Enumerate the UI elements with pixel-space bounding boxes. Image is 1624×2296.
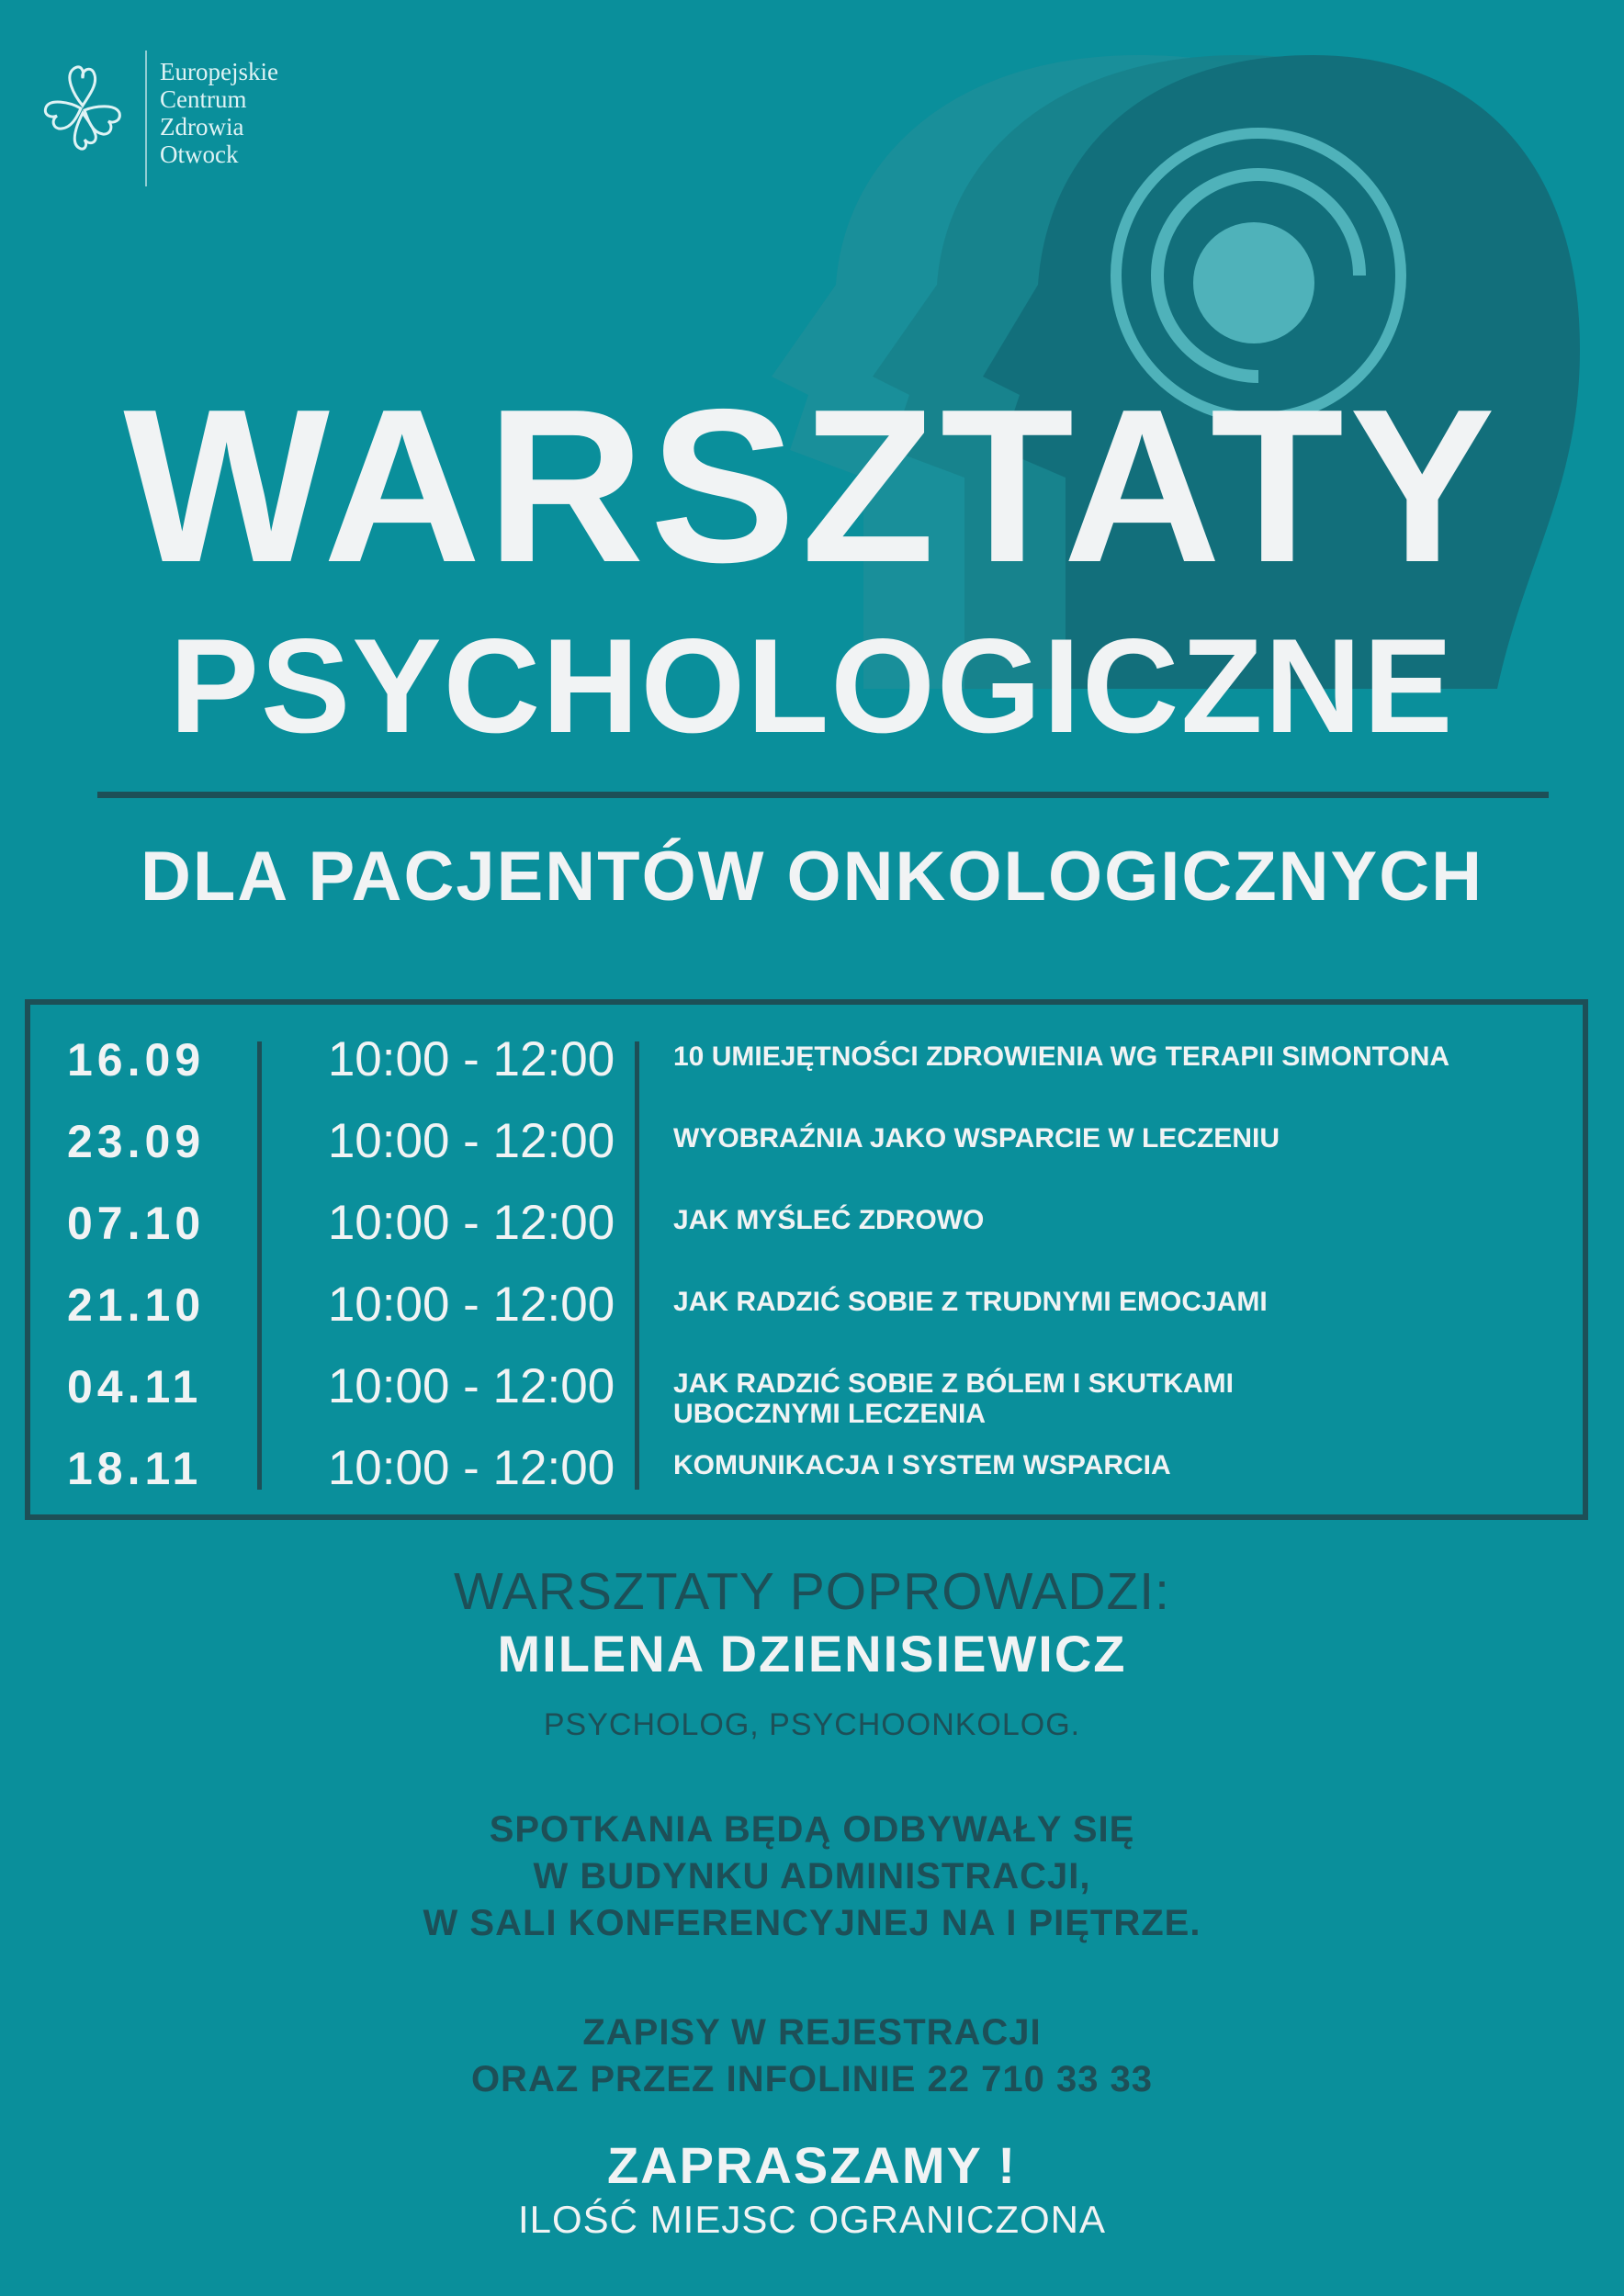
session-topic: JAK RADZIĆ SOBIE Z TRUDNYMI EMOCJAMI <box>673 1287 1268 1317</box>
leader-role: PSYCHOLOG, PSYCHOONKOLOG. <box>543 1707 1081 1742</box>
signup-info <box>0 2009 1624 2103</box>
schedule-row <box>30 1112 1583 1194</box>
invite-text: ZAPRASZAMY ! <box>606 2136 1018 2194</box>
session-time: 10:00 - 12:00 <box>327 1441 615 1495</box>
session-time: 10:00 - 12:00 <box>327 1359 615 1413</box>
schedule-row <box>30 1194 1583 1276</box>
session-date: 07.10 <box>67 1198 206 1249</box>
logo-line: Europejskie <box>160 58 278 85</box>
schedule-row <box>30 1030 1583 1112</box>
schedule-row <box>30 1357 1583 1439</box>
session-date: 16.09 <box>67 1034 206 1086</box>
subtitle: DLA PACJENTÓW ONKOLOGICZNYCH <box>141 838 1483 916</box>
venue-line: W BUDYNKU ADMINISTRACJI, <box>533 1856 1091 1896</box>
schedule-row <box>30 1439 1583 1521</box>
session-date: 04.11 <box>67 1361 203 1412</box>
logo-divider <box>145 51 147 186</box>
title-line-2: PSYCHOLOGICZNE <box>169 611 1455 760</box>
venue-line: SPOTKANIA BĘDĄ ODBYWAŁY SIĘ <box>489 1809 1135 1850</box>
signup-line: ORAZ PRZEZ INFOLINIE 22 710 33 33 <box>470 2059 1154 2099</box>
session-topic: KOMUNIKACJA I SYSTEM WSPARCIA <box>673 1450 1171 1480</box>
venue-line: W SALI KONFERENCYJNEJ NA I PIĘTRZE. <box>423 1903 1201 1943</box>
schedule-row <box>30 1276 1583 1357</box>
title-divider <box>97 792 1549 798</box>
session-time: 10:00 - 12:00 <box>327 1114 615 1168</box>
spiral-center <box>1193 222 1314 343</box>
schedule-table <box>25 999 1588 1520</box>
logo-line: Zdrowia <box>160 113 244 141</box>
logo-line: Otwock <box>160 141 239 168</box>
limited-seats-text: ILOŚĆ MIEJSC OGRANICZONA <box>517 2198 1107 2241</box>
logo-wordmark <box>160 51 278 168</box>
hearts-clover-icon <box>37 58 129 159</box>
session-topic: 10 UMIEJĘTNOŚCI ZDROWIENIA WG TERAPII SIMONTONA <box>673 1041 1450 1072</box>
session-topic: JAK MYŚLEĆ ZDROWO <box>673 1205 985 1235</box>
brand-logo[interactable] <box>37 51 278 188</box>
session-date: 18.11 <box>67 1443 203 1494</box>
leader-name: MILENA DZIENISIEWICZ <box>497 1625 1127 1683</box>
session-date: 23.09 <box>67 1116 206 1167</box>
session-topic: JAK RADZIĆ SOBIE Z BÓLEM I SKUTKAMI UBOCZNYMI LECZENIA <box>673 1368 1235 1429</box>
session-time: 10:00 - 12:00 <box>327 1277 615 1332</box>
leader-label: WARSZTATY POPROWADZI: <box>454 1562 1170 1621</box>
title-line-1: WARSZTATY <box>123 365 1501 608</box>
session-time: 10:00 - 12:00 <box>327 1032 615 1086</box>
signup-line: ZAPISY W REJESTRACJI <box>582 2012 1042 2053</box>
venue-info <box>0 1806 1624 1947</box>
logo-line: Centrum <box>160 85 247 113</box>
session-topic: WYOBRAŹNIA JAKO WSPARCIE W LECZENIU <box>673 1123 1280 1154</box>
session-date: 21.10 <box>67 1279 206 1331</box>
session-time: 10:00 - 12:00 <box>327 1196 615 1250</box>
